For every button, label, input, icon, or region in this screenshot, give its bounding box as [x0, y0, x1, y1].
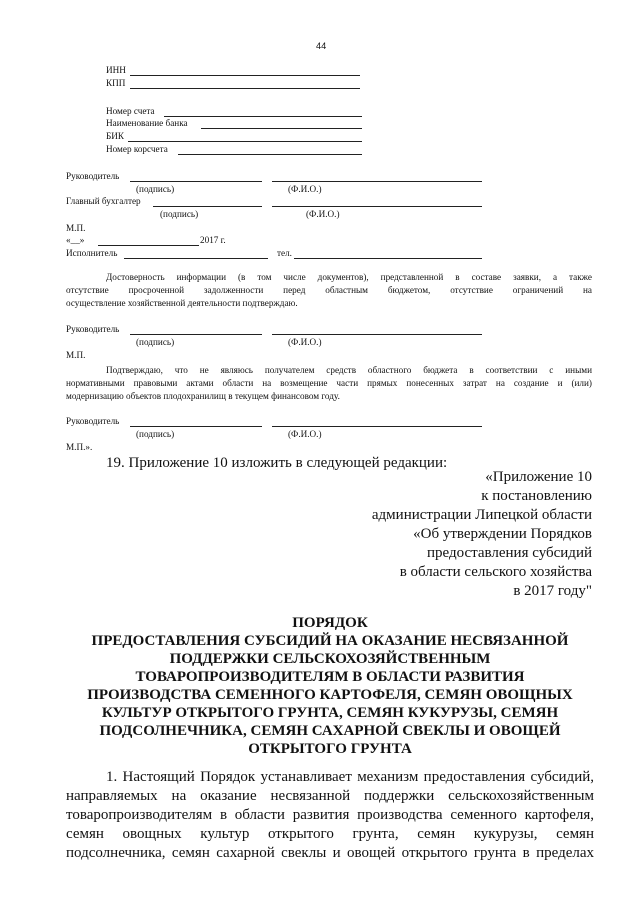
account-number-line	[164, 116, 362, 117]
executor-label: Исполнитель	[66, 248, 118, 258]
account-number-label: Номер счета	[106, 106, 155, 116]
appendix-line: администрации Липецкой области	[371, 507, 592, 523]
corr-account-label: Номер корсчета	[106, 144, 168, 154]
date-quote: «__»	[66, 235, 85, 245]
title-line: ПРОИЗВОДСТВА СЕМЕННОГО КАРТОФЕЛЯ, СЕМЯН ОВОЩНЫХ	[87, 687, 573, 703]
head-name-line	[272, 334, 482, 335]
statement-line: отсутствие просроченной задолженности перед областным бюджетом, отсутствие ограничений на	[66, 285, 592, 295]
accountant-signature-line	[153, 206, 262, 207]
head-signature-line	[130, 334, 262, 335]
stamp-label: М.П.	[66, 350, 86, 360]
title-line: ТОВАРОПРОИЗВОДИТЕЛЯМ В ОБЛАСТИ РАЗВИТИЯ	[135, 669, 525, 685]
stamp-label: М.П.».	[66, 442, 93, 452]
appendix-line: в области сельского хозяйства	[399, 564, 592, 580]
statement-line: нормативными правовыми актами области на возмещение части прямых понесенных затрат на создание и (или)	[66, 378, 592, 388]
paragraph-line: 1. Настоящий Порядок устанавливает механизм предоставления субсидий,	[106, 769, 594, 785]
title-line: ПОДСОЛНЕЧНИКА, СЕМЯН САХАРНОЙ СВЕКЛЫ И ОВОЩЕЙ	[99, 723, 561, 739]
phone-label: тел.	[277, 248, 292, 258]
statement-line: осуществление хозяйственной деятельности подтверждаю.	[66, 298, 298, 308]
signature-caption: (подпись)	[136, 429, 175, 439]
bik-line	[128, 141, 362, 142]
accountant-name-line	[272, 206, 482, 207]
appendix-line: «Приложение 10	[485, 469, 592, 485]
kpp-line	[130, 88, 360, 89]
signature-caption: (подпись)	[160, 209, 199, 219]
title-line: ОТКРЫТОГО ГРУНТА	[248, 741, 412, 757]
phone-line	[294, 258, 482, 259]
head-label: Руководитель	[66, 324, 120, 334]
page-number: 44	[316, 41, 327, 51]
head-label: Руководитель	[66, 416, 120, 426]
item-19-text: 19. Приложение 10 изложить в следующей редакции:	[106, 455, 448, 471]
paragraph-line: направляемых на оказание несвязанной поддержки сельскохозяйственным	[66, 788, 594, 804]
title-line: ПОРЯДОК	[292, 615, 368, 631]
bank-name-line	[201, 128, 362, 129]
kpp-label: КПП	[106, 78, 126, 88]
head-name-line	[272, 426, 482, 427]
appendix-line: предоставления субсидий	[426, 545, 592, 561]
title-line: КУЛЬТУР ОТКРЫТОГО ГРУНТА, СЕМЯН КУКУРУЗЫ, СЕМЯН	[101, 705, 559, 721]
appendix-line: к постановлению	[481, 488, 592, 504]
date-line	[98, 245, 199, 246]
statement-line: Достоверность информации (в том числе документов), представленной в составе заявки, а также	[106, 272, 592, 282]
bank-name-label: Наименование банка	[106, 118, 188, 128]
corr-account-line	[178, 154, 362, 155]
bik-label: БИК	[106, 131, 125, 141]
date-year: 2017 г.	[200, 235, 226, 245]
executor-line	[124, 258, 268, 259]
accountant-label: Главный бухгалтер	[66, 196, 141, 206]
paragraph-line: семян овощных культур открытого грунта, семян кукурузы, семян	[66, 826, 594, 842]
inn-line	[130, 75, 360, 76]
signature-caption: (подпись)	[136, 337, 175, 347]
title-line: ПРЕДОСТАВЛЕНИЯ СУБСИДИЙ НА ОКАЗАНИЕ НЕСВЯЗАННОЙ	[91, 633, 569, 649]
fio-caption: (Ф.И.О.)	[306, 209, 340, 219]
fio-caption: (Ф.И.О.)	[288, 429, 322, 439]
signature-caption: (подпись)	[136, 184, 175, 194]
appendix-line: в 2017 году"	[513, 583, 592, 599]
head-name-line	[272, 181, 482, 182]
paragraph-line: товаропроизводителям в области развития производства семенного картофеля,	[66, 807, 594, 823]
statement-line: модернизацию объектов плодохранилищ в текущем финансовом году.	[66, 391, 340, 401]
head-signature-line	[130, 181, 262, 182]
stamp-label: М.П.	[66, 223, 86, 233]
inn-label: ИНН	[106, 65, 126, 75]
head-signature-line	[130, 426, 262, 427]
head-label: Руководитель	[66, 171, 120, 181]
statement-line: Подтверждаю, что не являюсь получателем средств областного бюджета в соответствии с иными	[106, 365, 592, 375]
title-line: ПОДДЕРЖКИ СЕЛЬСКОХОЗЯЙСТВЕННЫМ	[169, 651, 491, 667]
appendix-line: «Об утверждении Порядков	[413, 526, 592, 542]
fio-caption: (Ф.И.О.)	[288, 337, 322, 347]
paragraph-line: подсолнечника, семян сахарной свеклы и овощей открытого грунта в пределах	[66, 845, 594, 861]
fio-caption: (Ф.И.О.)	[288, 184, 322, 194]
